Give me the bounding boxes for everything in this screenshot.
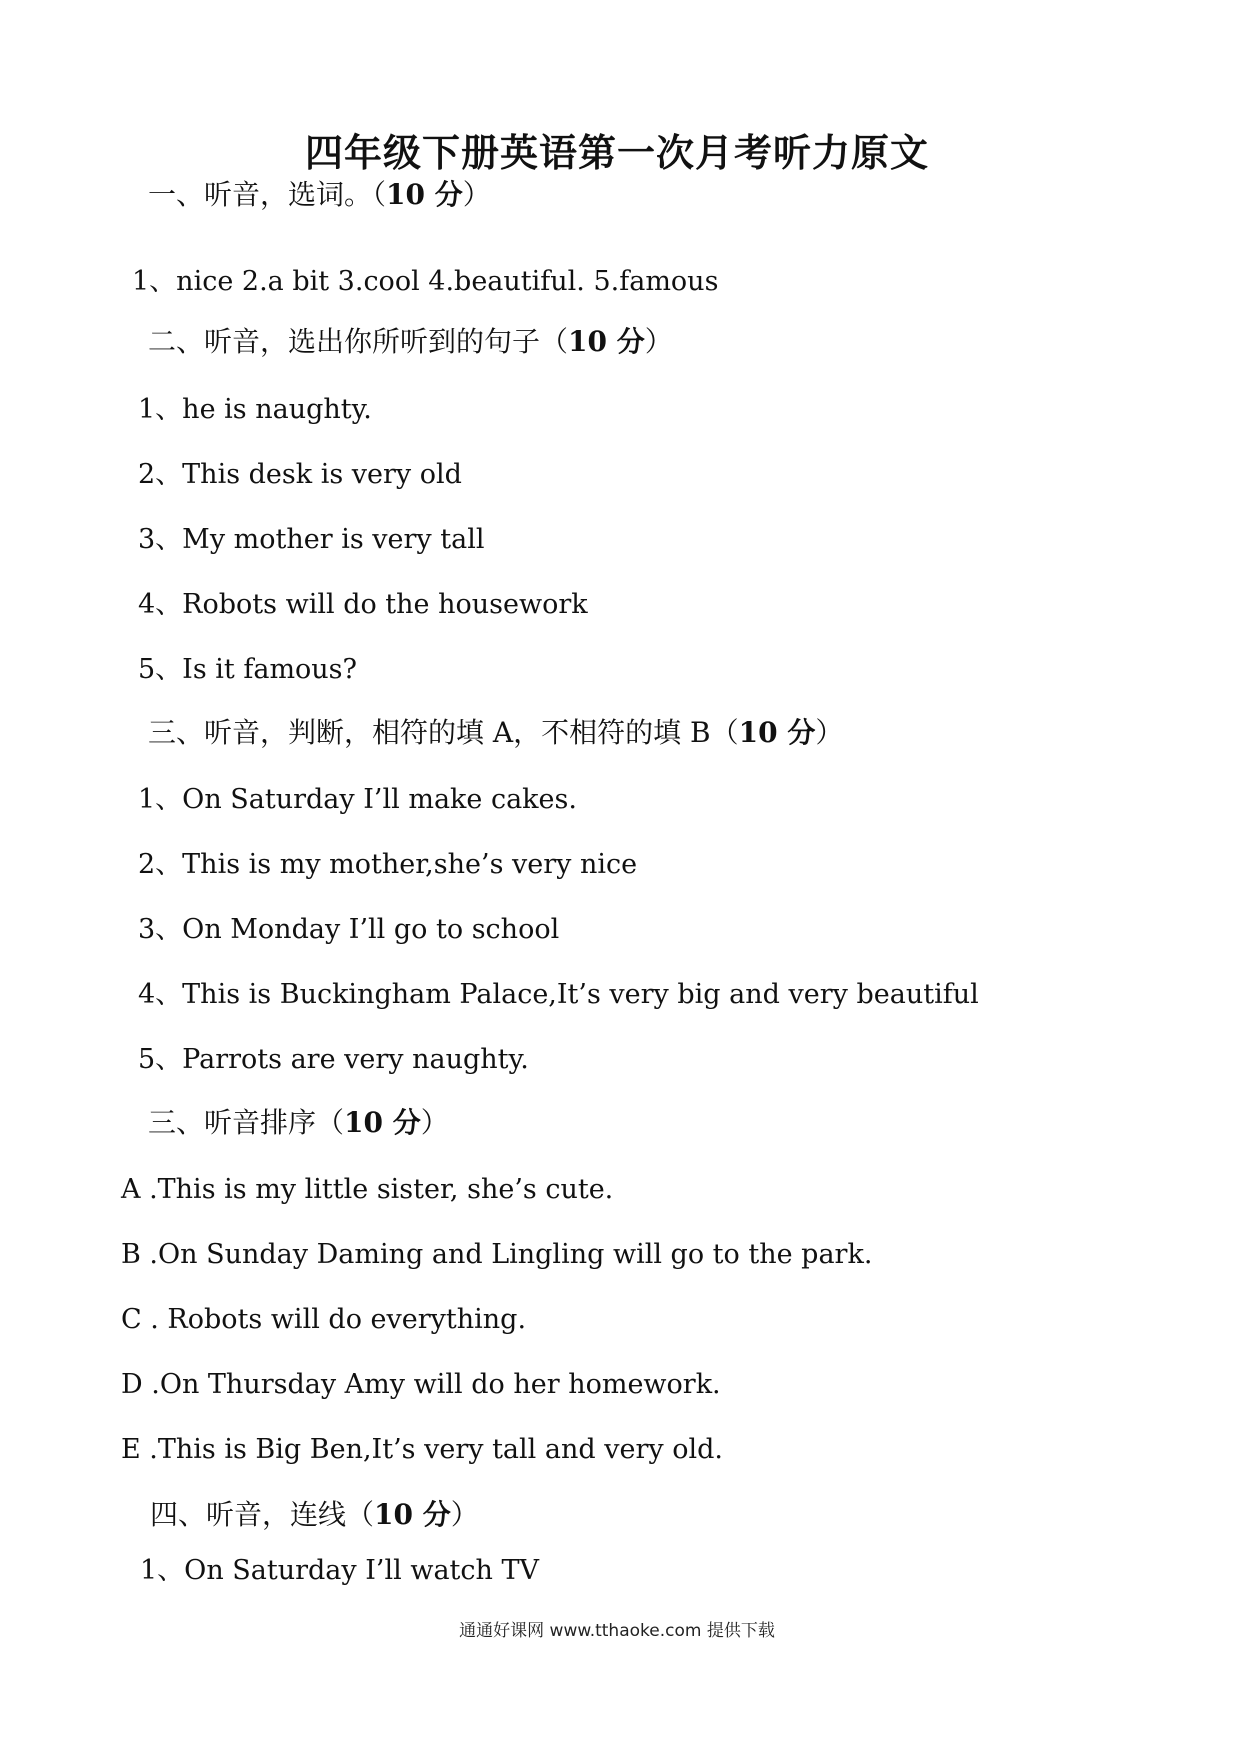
section-5-score: 10 分 (374, 1498, 451, 1531)
section-1-line-1: 1、nice 2.a bit 3.cool 4.beautiful. 5.famous (132, 266, 719, 297)
section-1-heading-end: ） (462, 178, 491, 211)
section-2-score: 10 分 (568, 325, 645, 358)
section-5-heading-end: ） (450, 1498, 479, 1531)
section-4-heading (148, 1106, 449, 1140)
section-3-heading (148, 716, 843, 750)
section-3-score: 10 分 (738, 716, 816, 749)
section-3-line-5: 5、Parrots are very naughty. (138, 1044, 529, 1075)
section-4-heading-text: 三、听音排序（ (148, 1106, 345, 1139)
section-4-line-e: E .This is Big Ben,It’s very tall and very old. (121, 1434, 723, 1465)
section-4-line-c: C . Robots will do everything. (121, 1304, 527, 1335)
section-4-line-b: B .On Sunday Daming and Lingling will go to the park. (121, 1239, 873, 1270)
section-1-heading (148, 178, 491, 212)
section-4-score: 10 分 (344, 1106, 421, 1139)
section-5-line-1: 1、On Saturday I’ll watch TV (140, 1555, 540, 1586)
section-4-line-d: D .On Thursday Amy will do her homework. (121, 1369, 721, 1400)
section-5-heading (150, 1498, 479, 1532)
section-3-line-1: 1、On Saturday I’ll make cakes. (138, 784, 577, 815)
section-3-line-3: 3、On Monday I’ll go to school (138, 914, 560, 945)
page-title: 四年级下册英语第一次月考听力原文 (304, 130, 929, 175)
section-3-heading-end: ） (815, 716, 844, 749)
section-2-line-2: 2、This desk is very old (138, 459, 462, 490)
section-4-line-a: A .This is my little sister, she’s cute. (121, 1174, 614, 1205)
section-3-line-4: 4、This is Buckingham Palace,It’s very big and very beautiful (138, 979, 979, 1010)
page-footer: 通通好课网 www.tthaoke.com 提供下载 (459, 1621, 775, 1641)
section-2-line-4: 4、Robots will do the housework (138, 589, 588, 620)
section-2-line-5: 5、Is it famous? (138, 654, 358, 685)
section-4-heading-end: ） (420, 1106, 449, 1139)
section-2-heading-text: 二、听音，选出你所听到的句子（ (148, 325, 569, 358)
section-3-heading-text: 三、听音，判断，相符的填 A，不相符的填 B（ (148, 716, 739, 749)
section-2-line-3: 3、My mother is very tall (138, 524, 485, 555)
section-2-heading-end: ） (644, 325, 673, 358)
section-5-heading-text: 四、听音，连线（ (150, 1498, 375, 1531)
section-2-heading (148, 325, 673, 359)
section-1-score: 10 分 (386, 178, 463, 211)
section-3-line-2: 2、This is my mother,she’s very nice (138, 849, 638, 880)
section-1-heading-text: 一、听音，选词。（ (148, 178, 387, 211)
section-2-line-1: 1、he is naughty. (138, 394, 372, 425)
